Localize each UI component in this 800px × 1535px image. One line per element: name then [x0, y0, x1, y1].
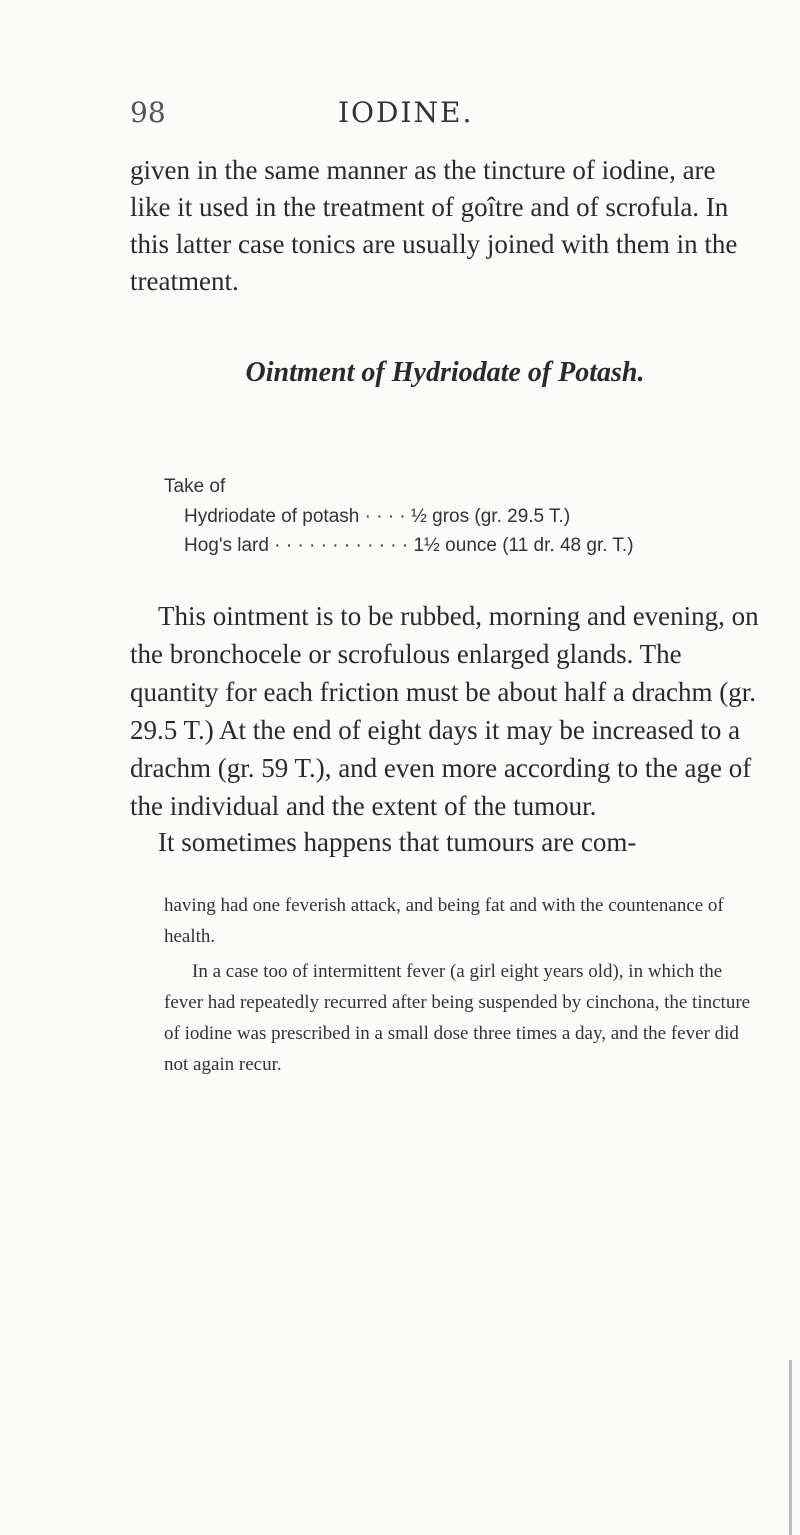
paragraph-instructions: This ointment is to be rubbed, morning and evening, on the bronchocele or scrofulous enlarged glands. The quantity for each friction must be about half a drachm (gr. 29.5 T.) At the end of eight days it may be increased to a drachm (gr. 59 T.), and even more according to the age of the individual and the extent of the tumour. — [130, 601, 759, 821]
recipe-line: Hog's lard · · · · · · · · · · · · 1½ ounce (11 dr. 48 gr. T.) — [184, 535, 634, 556]
recipe-line: Hydriodate of potash · · · · ½ gros (gr. 29.5 T.) — [184, 506, 571, 527]
paragraph-continuation: given in the same manner as the tincture of iodine, are like it used in the treatment of goître and of scrofula. In this latter case tonics are usually joined with them in the treatment. — [130, 155, 738, 296]
running-head: IODINE. — [338, 96, 474, 129]
footnote: In a case too of intermittent fever (a girl eight years old), in which the fever had repeatedly recurred after being suspended by cinchona, the tincture of iodine was prescribed in a small dose three times a day, and the fever did not again recur. — [164, 961, 751, 1075]
paragraph-fragment: It sometimes happens that tumours are com- — [158, 827, 637, 857]
page-number: 98 — [130, 96, 166, 129]
page-edge-mark — [789, 1360, 792, 1535]
footnote-continuation: having had one feverish attack, and being fat and with the countenance of health. — [164, 895, 724, 947]
recipe-intro: Take of — [164, 476, 226, 497]
section-heading: Ointment of Hydriodate of Potash. — [245, 357, 645, 388]
page-header — [130, 96, 750, 136]
